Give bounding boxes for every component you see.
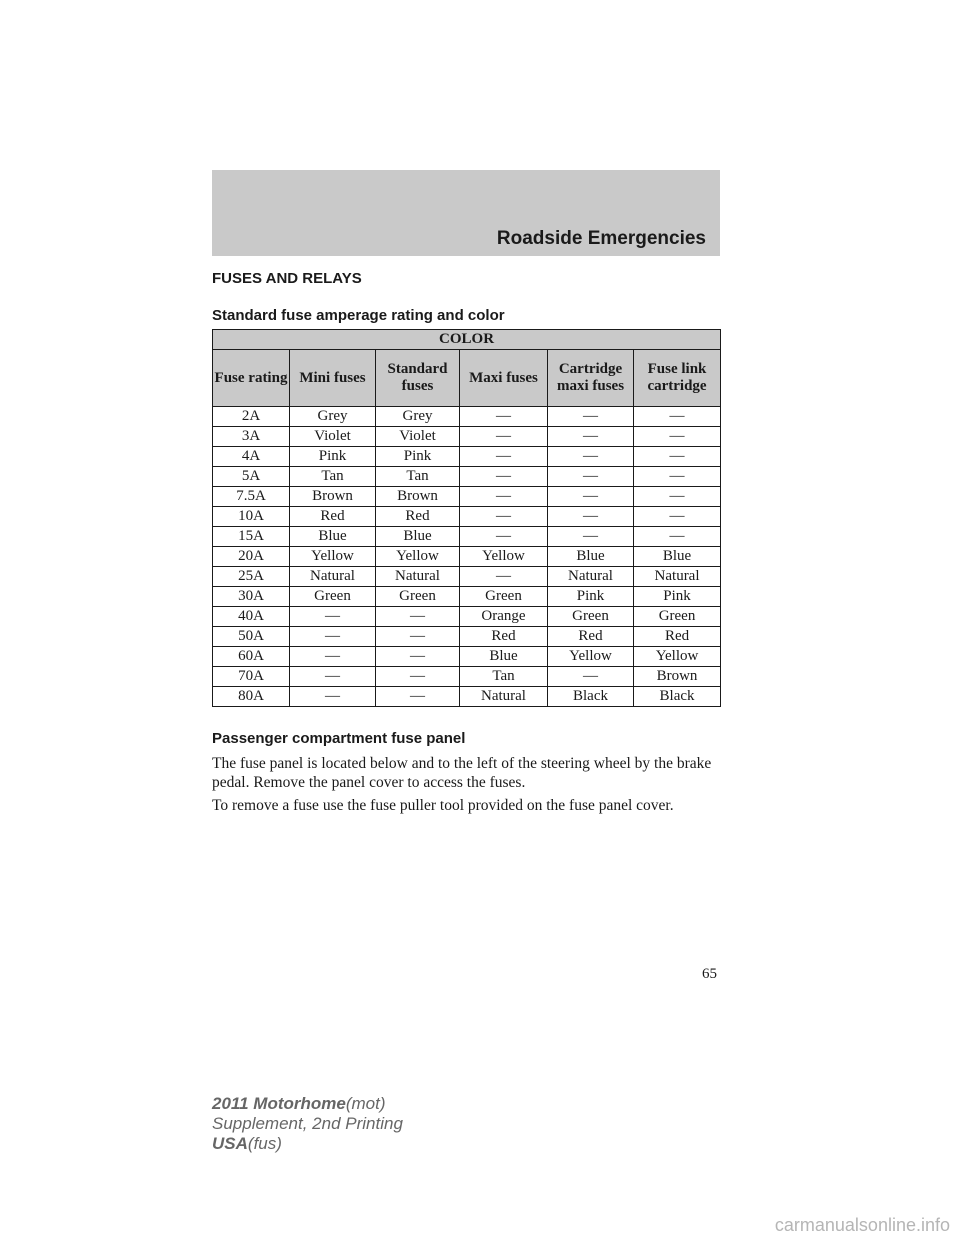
table-cell: — xyxy=(634,527,721,547)
table-cell: — xyxy=(548,407,634,427)
table-cell: — xyxy=(634,487,721,507)
table-cell: Brown xyxy=(376,487,460,507)
document-footer xyxy=(212,1094,403,1154)
table-row xyxy=(213,527,721,547)
table-cell: Green xyxy=(548,607,634,627)
table-cell: 25A xyxy=(213,567,290,587)
table-cell: Natural xyxy=(460,687,548,707)
table-cell: — xyxy=(548,507,634,527)
table-cell: — xyxy=(634,447,721,467)
table-cell: — xyxy=(460,487,548,507)
table-cell: 3A xyxy=(213,427,290,447)
table-cell: Blue xyxy=(290,527,376,547)
table-cell: 50A xyxy=(213,627,290,647)
table-cell: 40A xyxy=(213,607,290,627)
table-cell: 60A xyxy=(213,647,290,667)
table-cell: Green xyxy=(290,587,376,607)
fuse-color-table xyxy=(212,329,721,707)
table-cell: Yellow xyxy=(290,547,376,567)
table-cell: Natural xyxy=(376,567,460,587)
table-cell: — xyxy=(548,527,634,547)
table-cell: 30A xyxy=(213,587,290,607)
color-group-header: COLOR xyxy=(213,330,721,350)
table-title: Standard fuse amperage rating and color xyxy=(212,307,505,324)
table-cell: Yellow xyxy=(548,647,634,667)
table-cell: Blue xyxy=(460,647,548,667)
table-cell: — xyxy=(376,627,460,647)
table-row xyxy=(213,567,721,587)
table-cell: 70A xyxy=(213,667,290,687)
table-cell: Pink xyxy=(548,587,634,607)
table-body xyxy=(213,407,721,707)
column-header: Fuse link cartridge xyxy=(634,350,721,407)
footer-market-code: (fus) xyxy=(247,1134,282,1153)
subsection-title: Passenger compartment fuse panel xyxy=(212,730,466,747)
footer-market: USA xyxy=(212,1134,248,1153)
table-cell: Yellow xyxy=(376,547,460,567)
table-cell: Tan xyxy=(460,667,548,687)
table-cell: — xyxy=(548,427,634,447)
table-cell: Yellow xyxy=(634,647,721,667)
table-cell: Natural xyxy=(290,567,376,587)
table-cell: 5A xyxy=(213,467,290,487)
table-group-header-row xyxy=(213,330,721,350)
section-header-title: Roadside Emergencies xyxy=(496,228,706,249)
table-row xyxy=(213,647,721,667)
table-cell: 10A xyxy=(213,507,290,527)
table-cell: — xyxy=(460,447,548,467)
paragraph-fuse-panel-location: The fuse panel is located below and to the left of the steering wheel by the brake pedal. Remove the panel cover to access the fuses. xyxy=(212,755,712,791)
table-cell: Pink xyxy=(290,447,376,467)
section-title: FUSES AND RELAYS xyxy=(212,270,362,287)
table-cell: Natural xyxy=(634,567,721,587)
table-cell: 7.5A xyxy=(213,487,290,507)
table-cell: Green xyxy=(376,587,460,607)
table-cell: — xyxy=(460,507,548,527)
paragraph-fuse-removal: To remove a fuse use the fuse puller tool provided on the fuse panel cover. xyxy=(212,797,674,814)
table-cell: — xyxy=(290,607,376,627)
table-cell: — xyxy=(460,527,548,547)
table-cell: Red xyxy=(460,627,548,647)
table-cell: Tan xyxy=(290,467,376,487)
table-row xyxy=(213,487,721,507)
table-row xyxy=(213,627,721,647)
footer-line-3 xyxy=(212,1134,403,1154)
column-header: Maxi fuses xyxy=(460,350,548,407)
table-cell: Red xyxy=(376,507,460,527)
table-cell: — xyxy=(290,647,376,667)
table-cell: Brown xyxy=(290,487,376,507)
table-cell: Red xyxy=(634,627,721,647)
table-cell: — xyxy=(290,667,376,687)
table-row xyxy=(213,467,721,487)
table-cell: — xyxy=(634,507,721,527)
table-cell: — xyxy=(548,667,634,687)
table-cell: — xyxy=(634,407,721,427)
table-cell: — xyxy=(376,607,460,627)
table-cell: Violet xyxy=(376,427,460,447)
table-row xyxy=(213,687,721,707)
column-header: Standard fuses xyxy=(376,350,460,407)
table-cell: — xyxy=(548,467,634,487)
table-cell: 80A xyxy=(213,687,290,707)
table-cell: — xyxy=(376,647,460,667)
footer-line-2: Supplement, 2nd Printing xyxy=(212,1114,403,1133)
table-cell: — xyxy=(548,447,634,467)
table-cell: 4A xyxy=(213,447,290,467)
table-cell: — xyxy=(460,407,548,427)
table-cell: — xyxy=(548,487,634,507)
table-cell: Blue xyxy=(376,527,460,547)
table-cell: Yellow xyxy=(460,547,548,567)
table-cell: 2A xyxy=(213,407,290,427)
column-header: Cartridge maxi fuses xyxy=(548,350,634,407)
table-cell: Orange xyxy=(460,607,548,627)
column-header: Mini fuses xyxy=(290,350,376,407)
table-row xyxy=(213,407,721,427)
table-cell: — xyxy=(634,467,721,487)
footer-model: 2011 Motorhome xyxy=(212,1094,346,1113)
table-cell: Natural xyxy=(548,567,634,587)
table-cell: — xyxy=(460,567,548,587)
section-header-band xyxy=(212,170,720,256)
table-row xyxy=(213,607,721,627)
table-cell: Pink xyxy=(634,587,721,607)
table-cell: Red xyxy=(290,507,376,527)
table-row xyxy=(213,427,721,447)
watermark-text: carmanualsonline.info xyxy=(774,1215,950,1235)
table-row xyxy=(213,507,721,527)
footer-line-1 xyxy=(212,1094,403,1114)
table-cell: Blue xyxy=(548,547,634,567)
table-cell: — xyxy=(376,667,460,687)
table-cell: — xyxy=(290,687,376,707)
table-cell: — xyxy=(290,627,376,647)
table-cell: Black xyxy=(634,687,721,707)
table-cell: — xyxy=(460,467,548,487)
table-cell: Red xyxy=(548,627,634,647)
column-header: Fuse rating xyxy=(213,350,290,407)
page-number: 65 xyxy=(702,966,717,982)
table-cell: Grey xyxy=(376,407,460,427)
table-cell: — xyxy=(460,427,548,447)
table-column-header-row xyxy=(213,350,721,407)
table-cell: Tan xyxy=(376,467,460,487)
table-cell: 15A xyxy=(213,527,290,547)
table-cell: 20A xyxy=(213,547,290,567)
table-cell: Blue xyxy=(634,547,721,567)
table-cell: Pink xyxy=(376,447,460,467)
table-cell: Violet xyxy=(290,427,376,447)
table-cell: — xyxy=(376,687,460,707)
table-cell: Grey xyxy=(290,407,376,427)
footer-model-code: (mot) xyxy=(345,1094,386,1113)
table-row xyxy=(213,587,721,607)
table-row xyxy=(213,547,721,567)
table-cell: Black xyxy=(548,687,634,707)
table-cell: Brown xyxy=(634,667,721,687)
table-row xyxy=(213,447,721,467)
table-cell: — xyxy=(634,427,721,447)
table-row xyxy=(213,667,721,687)
table-cell: Green xyxy=(634,607,721,627)
table-cell: Green xyxy=(460,587,548,607)
